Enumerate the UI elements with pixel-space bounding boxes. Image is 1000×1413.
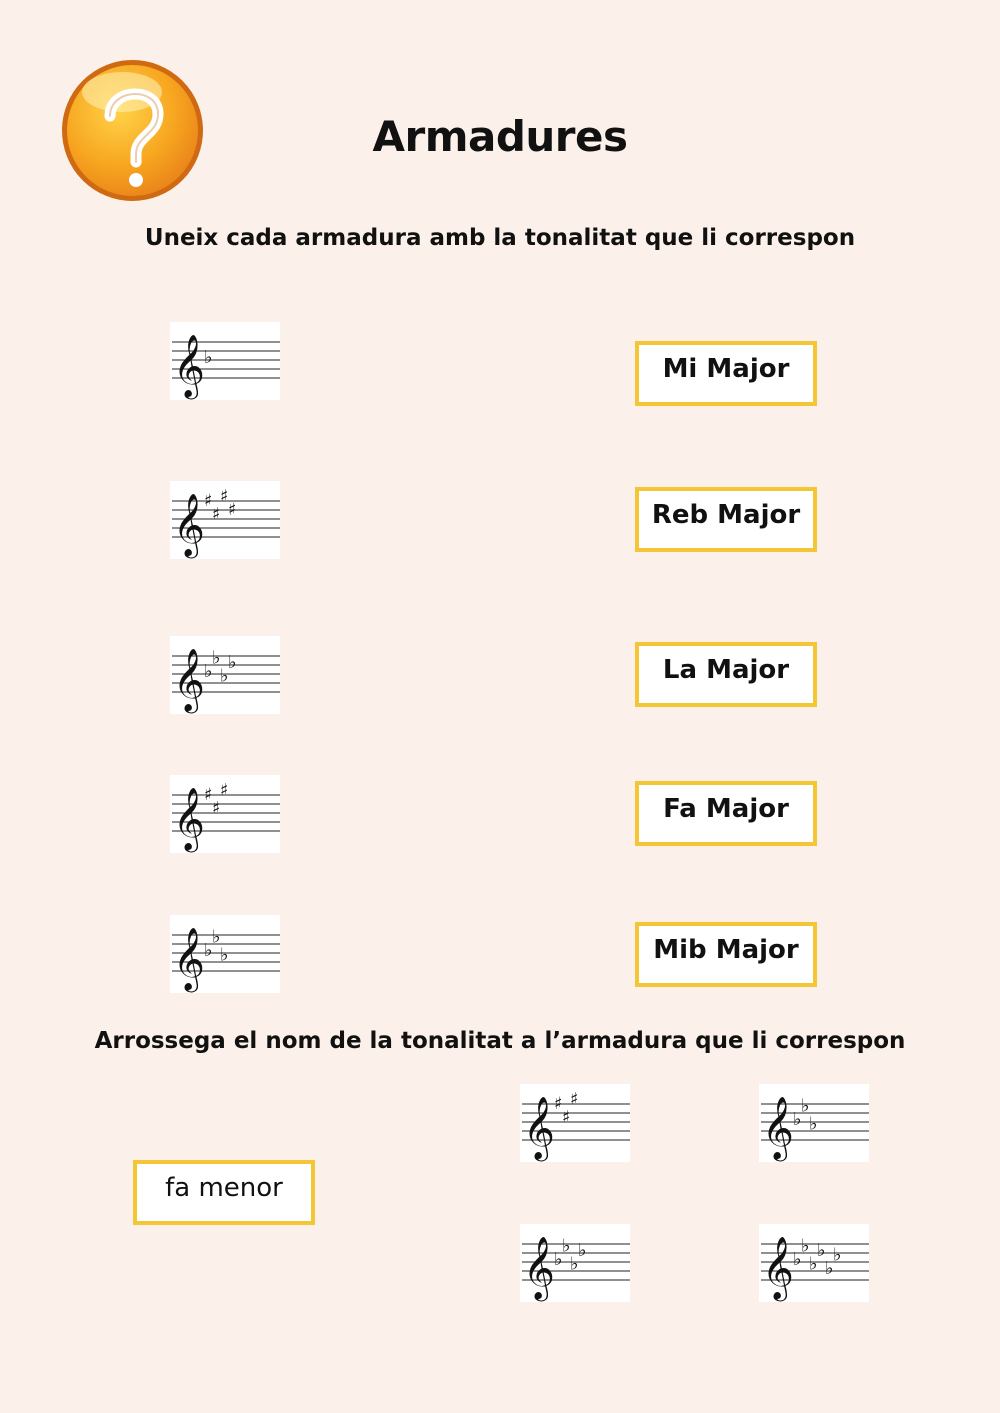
sharp-icon: ♯ — [554, 1094, 563, 1114]
match-instruction: Uneix cada armadura amb la tonalitat que li correspon — [144, 225, 856, 251]
treble-clef-icon: 𝄞 — [173, 493, 205, 556]
draggable-key-label[interactable]: fa menor — [133, 1160, 315, 1225]
flat-icon: ♭ — [793, 1109, 802, 1130]
key-signature-4[interactable] — [170, 775, 280, 853]
treble-clef-icon: 𝄞 — [523, 1236, 555, 1299]
drop-target-signature-2[interactable] — [759, 1084, 869, 1162]
sharp-icon: ♯ — [220, 780, 229, 801]
flat-icon: ♭ — [809, 1253, 818, 1275]
flat-icon: ♭ — [204, 347, 213, 368]
sharp-icon: ♯ — [204, 785, 213, 805]
drop-target-signature-1[interactable] — [520, 1084, 630, 1162]
treble-clef-icon: 𝄞 — [173, 787, 205, 850]
staff-lines — [520, 1084, 630, 1162]
staff-lines — [170, 775, 280, 853]
sharp-icon: ♯ — [212, 798, 221, 819]
treble-clef-icon: 𝄞 — [762, 1236, 794, 1299]
key-option-la-major[interactable]: La Major — [635, 642, 817, 707]
flat-icon: ♭ — [578, 1240, 587, 1261]
key-signature-1[interactable] — [170, 322, 280, 400]
sharp-icon: ♯ — [204, 491, 213, 511]
staff-lines — [759, 1084, 869, 1162]
page-title: Armadures — [372, 112, 628, 161]
drag-instruction: Arrossega el nom de la tonalitat a l’armadura que li correspon — [94, 1028, 906, 1054]
flat-icon: ♭ — [562, 1235, 571, 1257]
staff-lines — [170, 481, 280, 559]
sharp-icon: ♯ — [228, 500, 237, 520]
sharp-icon: ♯ — [212, 504, 221, 525]
sharp-icon: ♯ — [562, 1107, 571, 1128]
flat-icon: ♭ — [212, 926, 221, 948]
sharp-icon: ♯ — [570, 1089, 579, 1110]
flat-icon: ♭ — [228, 652, 237, 673]
flat-icon: ♭ — [220, 665, 229, 687]
flat-icon: ♭ — [801, 1235, 810, 1257]
treble-clef-icon: 𝄞 — [523, 1096, 555, 1159]
key-option-fa-major[interactable]: Fa Major — [635, 781, 817, 846]
flat-icon: ♭ — [220, 944, 229, 966]
key-signature-5[interactable] — [170, 915, 280, 993]
flat-icon: ♭ — [554, 1249, 563, 1270]
staff-lines — [170, 636, 280, 714]
flat-icon: ♭ — [833, 1244, 842, 1266]
flat-icon: ♭ — [801, 1095, 810, 1117]
key-option-reb-major[interactable]: Reb Major — [635, 487, 817, 552]
staff-lines — [520, 1224, 630, 1302]
flat-icon: ♭ — [793, 1249, 802, 1270]
key-signature-2[interactable] — [170, 481, 280, 559]
treble-clef-icon: 𝄞 — [173, 648, 205, 711]
key-option-mib-major[interactable]: Mib Major — [635, 922, 817, 987]
staff-lines — [759, 1224, 869, 1302]
flat-icon: ♭ — [825, 1258, 834, 1279]
sharp-icon: ♯ — [220, 486, 229, 507]
flat-icon: ♭ — [570, 1253, 579, 1275]
drop-target-signature-4[interactable] — [759, 1224, 869, 1302]
key-signature-3[interactable] — [170, 636, 280, 714]
flat-icon: ♭ — [817, 1240, 826, 1261]
treble-clef-icon: 𝄞 — [173, 334, 205, 397]
flat-icon: ♭ — [809, 1113, 818, 1135]
treble-clef-icon: 𝄞 — [762, 1096, 794, 1159]
flat-icon: ♭ — [204, 661, 213, 682]
drop-target-signature-3[interactable] — [520, 1224, 630, 1302]
staff-lines — [170, 915, 280, 993]
key-option-mi-major[interactable]: Mi Major — [635, 341, 817, 406]
treble-clef-icon: 𝄞 — [173, 927, 205, 990]
flat-icon: ♭ — [204, 940, 213, 961]
staff-lines — [170, 322, 280, 400]
flat-icon: ♭ — [212, 647, 221, 669]
